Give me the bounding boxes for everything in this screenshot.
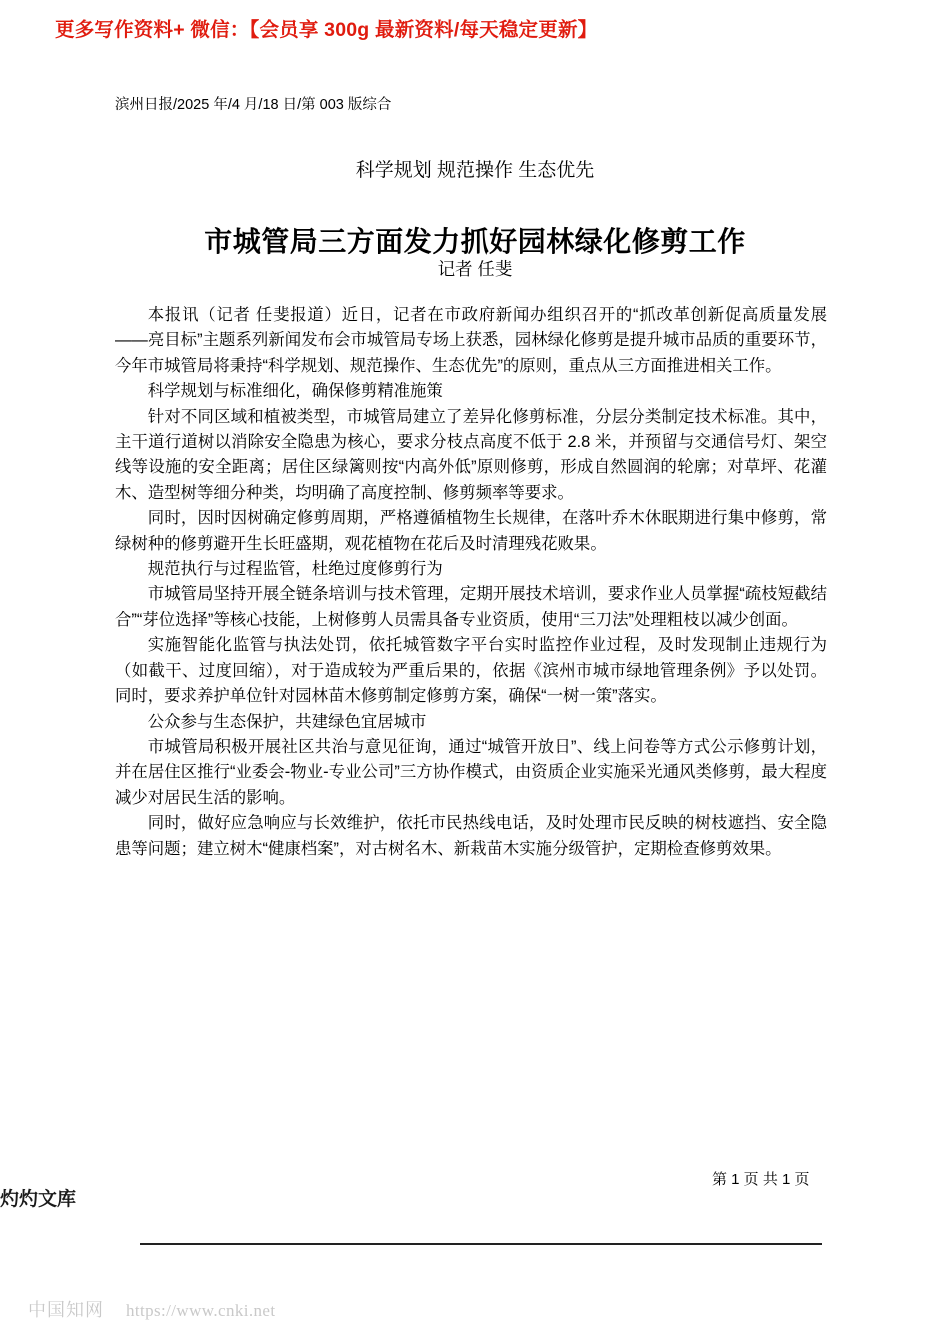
- page-title: 市城管局三方面发力抓好园林绿化修剪工作: [204, 225, 746, 257]
- article-paragraph: 实施智能化监管与执法处罚，依托城管数字平台实时监控作业过程，及时发现制止违规行为（如截干、过度回缩），对于造成较为严重后果的，依据《滨州市城市绿地管理条例》予以处罚。同时，要求养护单位针对园林苗木修剪制定修剪方案，确保“一树一策”落实。: [115, 636, 827, 706]
- cnki-url: https://www.cnki.net: [126, 1301, 276, 1320]
- article-paragraph: 规范执行与过程监管，杜绝过度修剪行为: [147, 560, 443, 579]
- article-kicker: 科学规划 规范操作 生态优先: [355, 160, 595, 181]
- page-indicator: 第 1 页 共 1 页: [712, 1171, 810, 1188]
- library-watermark: 灼灼文库: [0, 1189, 77, 1210]
- article-body: [115, 303, 827, 862]
- article-paragraph: 科学规划与标准细化，确保修剪精准施策: [147, 382, 443, 401]
- article-paragraph: 市城管局坚持开展全链条培训与技术管理，定期开展技术培训，要求作业人员掌握“疏枝短截结合”“芽位选择”等核心技能，上树修剪人员需具备专业资质，使用“三刀法”处理粗枝以减少创面。: [115, 585, 827, 629]
- newspaper-source-line: 滨州日报/2025 年/4 月/18 日/第 003 版综合: [115, 97, 392, 113]
- article-paragraph: 本报讯（记者 任斐报道）近日，记者在市政府新闻办组织召开的“抓改革创新促高质量发展——亮目标”主题系列新闻发布会市城管局专场上获悉，园林绿化修剪是提升城市品质的重要环节，今年市城管局将秉持“科学规划、规范操作、生态优先”的原则，重点从三方面推进相关工作。: [115, 306, 827, 375]
- promo-banner: 更多写作资料+ 微信：【会员享 300g 最新资料/每天稳定更新】: [55, 19, 598, 41]
- footer-divider: [140, 1243, 822, 1245]
- article-paragraph: 市城管局积极开展社区共治与意见征询，通过“城管开放日”、线上问卷等方式公示修剪计划，并在居住区推行“业委会-物业-专业公司”三方协作模式，由资质企业实施采光通风类修剪，最大程度减少对居民生活的影响。: [115, 737, 827, 807]
- article-paragraph: 公众参与生态保护，共建绿色宜居城市: [147, 712, 427, 731]
- article-byline: 记者 任斐: [437, 259, 513, 279]
- article-paragraph: 同时，因时因树确定修剪周期，严格遵循植物生长规律，在落叶乔木休眠期进行集中修剪，常绿树种的修剪避开生长旺盛期，观花植物在花后及时清理残花败果。: [115, 509, 827, 553]
- article-paragraph: 同时，做好应急响应与长效维护，依托市民热线电话，及时处理市民反映的树枝遮挡、安全隐患等问题；建立树木“健康档案”，对古树名木、新栽苗木实施分级管护，定期检查修剪效果。: [115, 814, 827, 858]
- cnki-brand-name: 中国知网: [28, 1300, 104, 1320]
- article-paragraph: 针对不同区域和植被类型，市城管局建立了差异化修剪标准，分层分类制定技术标准。其中，主干道行道树以消除安全隐患为核心，要求分枝点高度不低于 2.8 米，并预留与交通信号灯、架空线等设施的安全距离；居住区绿篱则按“内高外低”原则修剪，形成自然圆润的轮廓；对草坪、花灌木、造型树等细分种类，均明确了高度控制、修剪频率等要求。: [115, 407, 827, 502]
- cnki-footer: [28, 1296, 276, 1322]
